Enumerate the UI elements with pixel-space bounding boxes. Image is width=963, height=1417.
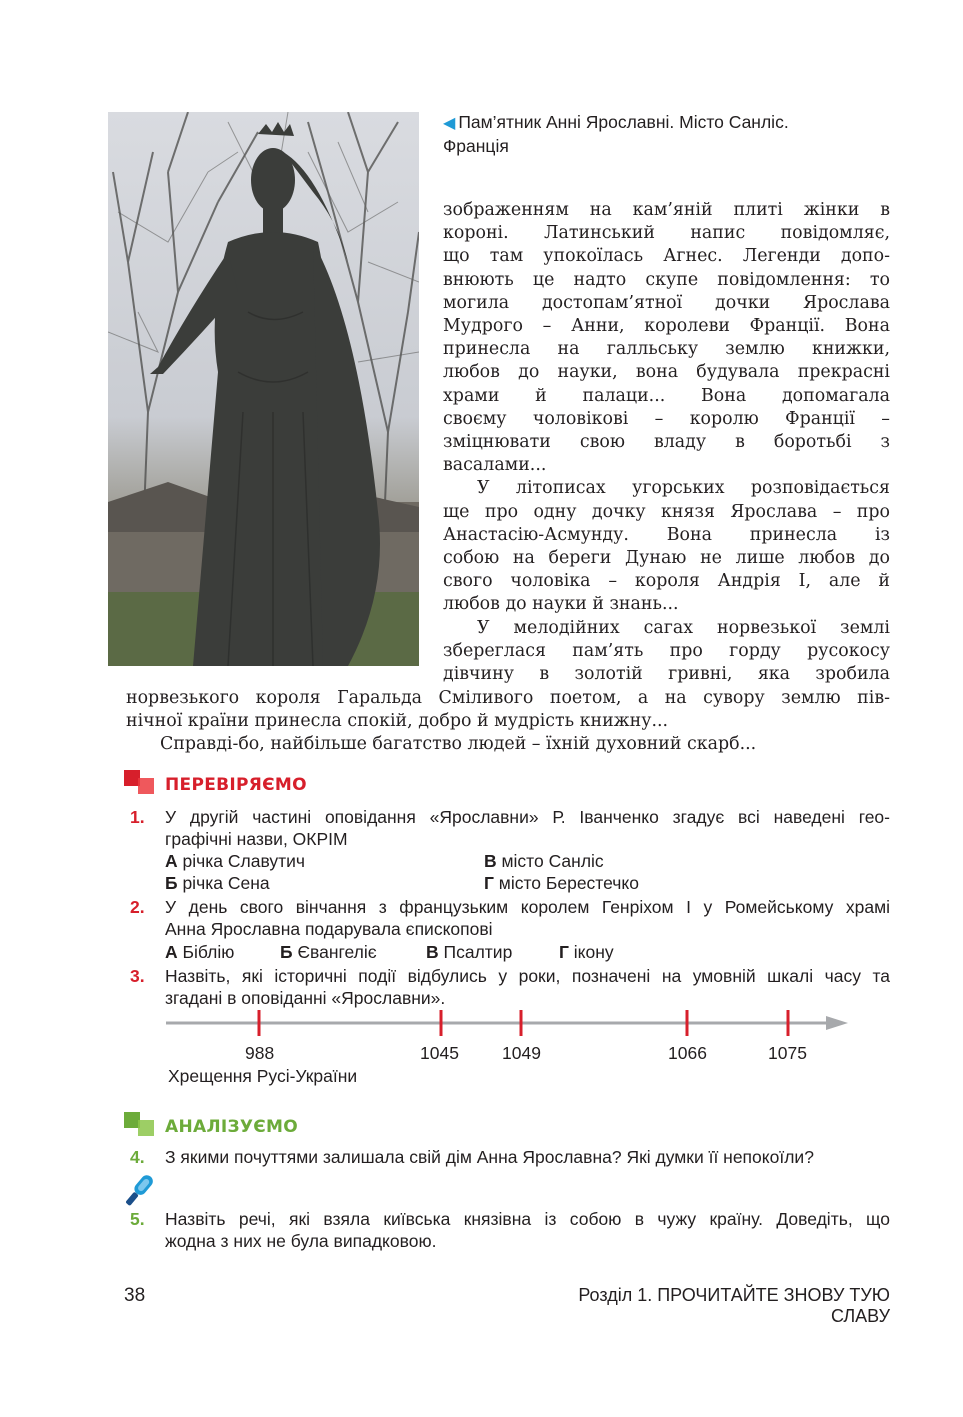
question-number: 4.: [130, 1147, 145, 1167]
text-line: короні. Латинський напис повідомляє,: [443, 223, 890, 244]
question-line: У день свого вінчання з французьким королем Генріхом І у Ромейському храмі: [165, 897, 890, 917]
question-text: [165, 896, 890, 940]
text-line: свого чоловіка – короля Андрія І, але й: [443, 571, 890, 592]
caption-line-1: Пам’ятник Анні Ярославні. Місто Санліс.: [458, 112, 789, 132]
section-title-check: ПЕРЕВІРЯЄМО: [165, 775, 307, 795]
question-number: 2.: [130, 897, 145, 917]
text-line: своєму чоловікові – королю Франції –: [443, 408, 890, 429]
question-line: Анна Ярославна подарувала єпископові: [165, 919, 493, 939]
text-line: васалами...: [443, 455, 547, 476]
option-letter: В: [426, 942, 439, 962]
timeline: [160, 1006, 860, 1042]
full-width-text: [126, 687, 890, 757]
option-text: місто Санліс: [501, 851, 604, 871]
section-marker-red-offset: [138, 778, 154, 794]
caption-arrow-icon: ◀: [443, 115, 456, 132]
text-line: дівчину в золотій гривні, яка зробила: [443, 664, 890, 685]
timeline-year: 1066: [668, 1043, 707, 1063]
option-letter: Г: [484, 873, 494, 893]
text-line: Справді-бо, найбільше багатство людей – їхній духовний скарб...: [160, 734, 757, 755]
question-number: 5.: [130, 1209, 145, 1229]
question-line: жодна з них не була випадковою.: [165, 1231, 437, 1251]
answer-option[interactable]: [484, 872, 639, 894]
option-text: річка Сена: [182, 873, 270, 893]
chapter-title: Розділ 1. ПРОЧИТАЙТЕ ЗНОВУ ТУЮ СЛАВУ: [578, 1285, 890, 1326]
timeline-event: Хрещення Русі-України: [168, 1066, 358, 1086]
answer-option[interactable]: [484, 850, 604, 872]
option-letter: Г: [559, 942, 569, 962]
option-text: річка Славутич: [182, 851, 306, 871]
option-letter: В: [484, 851, 497, 871]
answer-option[interactable]: [280, 941, 377, 963]
question-text: З якими почуттями залишала свій дім Анна Ярославна? Які думки її непокоїли?: [165, 1147, 814, 1167]
text-line: У мелодійних сагах норвезької землі: [477, 617, 890, 638]
question-line: згадані в оповіданні «Ярославни».: [165, 988, 446, 1008]
option-text: Євангеліє: [297, 942, 377, 962]
text-line: збереглася пам’ять про горду русокосу: [443, 640, 890, 661]
section-title-analyze: АНАЛІЗУЄМО: [165, 1117, 299, 1137]
statue-illustration: [108, 112, 419, 666]
text-line: Мудрого – Анни, королеви Франції. Вона: [443, 316, 890, 337]
text-line: любов до науки, вона будувала прекрасні: [443, 362, 890, 383]
text-line: У літописах угорських розповідається: [477, 478, 890, 499]
microphone-icon: [118, 1168, 160, 1210]
column-text: [443, 199, 890, 686]
option-text: місто Берестечко: [498, 873, 639, 893]
question-text: [165, 806, 890, 850]
timeline-arrow-icon: [826, 1016, 848, 1030]
text-line: любов до науки й знань...: [443, 594, 679, 615]
question-line: графічні назви, ОКРІМ: [165, 829, 348, 849]
question-text: [165, 1208, 890, 1252]
text-line: могила достопам’ятної дочки Ярослава: [443, 292, 890, 313]
text-line: принесла на галльську землю книжки,: [443, 339, 890, 360]
text-line: що там упокоїлась Агнес. Легенди допо-: [443, 246, 890, 267]
answer-option[interactable]: [559, 941, 614, 963]
timeline-year: 1049: [502, 1043, 541, 1063]
answer-option[interactable]: [165, 872, 270, 894]
text-line: собою на береги Дунаю не лише любов до: [443, 548, 890, 569]
text-line: норвезького короля Гаральда Сміливого поетом, а на сувору землю пів-: [126, 688, 890, 708]
question-text: [165, 965, 890, 1009]
timeline-year: 1075: [768, 1043, 807, 1063]
text-line: ще про одну дочку князя Ярослава – про: [443, 501, 890, 522]
answer-option[interactable]: [426, 941, 512, 963]
photo-caption: [443, 111, 903, 157]
text-line: внюють це надто скупе повідомлення: то: [443, 269, 890, 290]
question-line: Назвіть, які історичні події відбулись у роки, позначені на умовній шкалі часу та: [165, 966, 890, 986]
caption-line-2: Франція: [443, 136, 509, 156]
statue-photo: [108, 112, 419, 666]
question-number: 3.: [130, 966, 145, 986]
text-line: зображенням на кам’яній плиті жінки в: [443, 200, 890, 220]
option-letter: А: [165, 851, 178, 871]
option-letter: А: [165, 942, 178, 962]
timeline-year: 1045: [420, 1043, 459, 1063]
text-line: Анастасію-Асмунду. Вона принесла із: [443, 524, 890, 545]
option-text: Псалтир: [443, 942, 513, 962]
timeline-year: 988: [245, 1043, 275, 1063]
option-text: Біблію: [182, 942, 235, 962]
option-letter: Б: [165, 873, 178, 893]
text-line: храми й палаци... Вона допомагала: [443, 385, 890, 406]
question-number: 1.: [130, 807, 145, 827]
section-marker-green-offset: [138, 1120, 154, 1136]
option-letter: Б: [280, 942, 293, 962]
answer-option[interactable]: [165, 941, 234, 963]
option-text: ікону: [573, 942, 614, 962]
text-line: нічної країни принесла спокій, добро й мудрість книжну...: [126, 711, 669, 732]
question-line: У другій частині оповідання «Ярославни» Р. Іванченко згадує всі наведені гео-: [165, 807, 890, 827]
text-line: зміцнювати свою владу в боротьбі з: [443, 432, 890, 453]
answer-option[interactable]: [165, 850, 305, 872]
page-number: 38: [124, 1285, 146, 1306]
question-line: Назвіть речі, які взяла київська князівна із собою в чужу країну. Доведіть, що: [165, 1209, 890, 1229]
